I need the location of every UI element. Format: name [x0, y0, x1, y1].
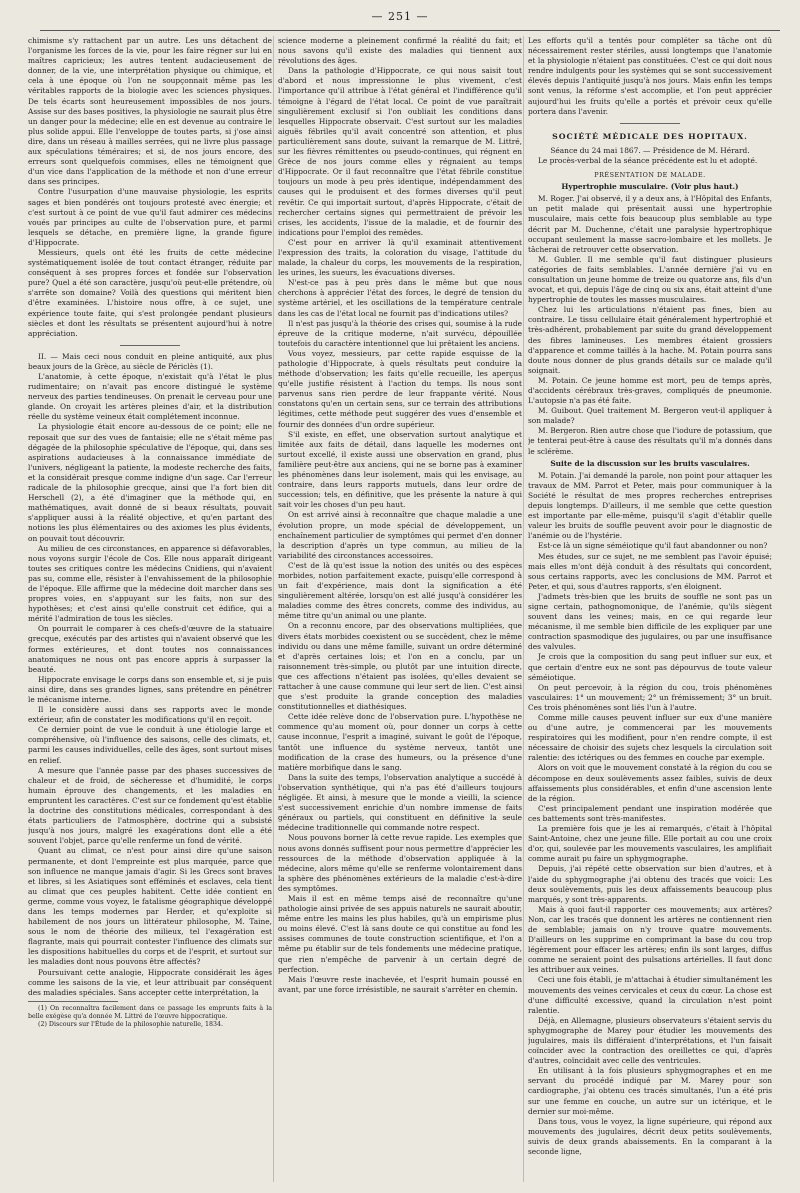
column-divider	[273, 36, 274, 1182]
paragraph: Ceci une fois établi, je m'attachai à étudier simultanément les mouvements des veines cervicales et ceux du cœur. La chose est d'une difficulté excessive, quand la circulation n'est point ralentie.	[528, 975, 772, 1015]
paragraph: Est-ce là un signe séméiotique qu'il faut abandonner ou non?	[538, 541, 768, 551]
paragraph: Contre l'usurpation d'une mauvaise physiologie, les esprits sages et bien pondérés ont toujours protesté avec énergie; et c'est surtout à ce point de vue qu'il faut admirer ces médecins voués par principes au culte de l'observation pure, et parmi lesquels se détache, en première ligne, la grande figure d'Hippocrate.	[28, 187, 272, 247]
paragraph: La physiologie était encore au-dessous de ce point; elle ne reposait que sur des vues de fantaisie; elle ne s'était même pas dégagée de la philosophie spéculative de l'époque, qui, dans ses aspirations audacieuses à la connaissance immédiate de l'univers, négligeant la patiente, la modeste recherche des faits, et la considérait presque comme indigne d'un sage. Car l'erreur radicale de la philosophie grecque, ainsi que l'a fort bien dit Herschell (2), a été d'imaginer que la méthode qui, en mathématiques, avait donné de si beaux résultats, pouvait s'appliquer aussi à la réalité objective, et qu'en partant des notions les plus élémentaires ou des axiomes les plus évidents, on pouvait tout découvrir.	[28, 422, 272, 543]
paragraph: M. Roger. J'ai observé, il y a deux ans, à l'Hôpital des Enfants, un petit malade qui présentait aussi une hypertrophie musculaire, mais cette fois beaucoup plus semblable au type décrit par M. Duchenne, c'était une paralysie hypertrophique occupant seulement la masse sacro-lombaire et les mollets. Je tâcherai de retrouver cette observation.	[528, 194, 772, 254]
paragraph: S'il existe, en effet, une observation surtout analytique et limitée aux faits de détail, dans laquelle les modernes ont surtout excellé, il existe aussi une observation en grand, plus familière peut-être aux anciens, qui ne se borne pas à examiner les phénomènes dans leur isolement, mais qui les envisage, au contraire, dans leurs rapports mutuels, dans leur ordre de succession; tels, en définitive, que les présente la nature à qui sait voir les choses d'un peu haut.	[278, 429, 522, 510]
paragraph: Poursuivant cette analogie, Hippocrate considérait les âges comme les saisons de la vie, et leur attribuait par conséquent des maladies spéciales. Sans accepter cette interprétation, la	[28, 967, 272, 997]
seance-line: Séance du 24 mai 1867. — Présidence de M. Hérard.	[550, 145, 750, 155]
paragraph: Dans tous, vous le voyez, la ligne supérieure, qui répond aux mouvements des jugulaires, décrit deux petits soulèvements, suivis de deux grands abaissements. En la comparant à la seconde ligne,	[528, 1116, 772, 1157]
paragraph: On a reconnu encore, par des observations multipliées, que divers états morbides coexistent ou se succèdent, chez le même individu ou dans une même famille, suivant un ordre déterminé et d'après certaines lois; et l'on en a conclu, par un raisonnement très-simple, ou plutôt par une intuition directe, que ces affections n'étaient pas isolées, qu'elles devaient se rattacher à une cause commune qui leur sert de lien. C'est ainsi que s'est produite la grande conception des maladies constitutionnelles et diathésiques.	[278, 621, 522, 712]
column-middle	[278, 36, 522, 1184]
paragraph: Messieurs, quels ont été les fruits de cette médecine systématiquement isolée de tout contact étranger, réduite par conséquent à ses propres forces et fondée sur l'observation pure? Quel a été son caractère, jusqu'où peut-elle prétendre, où s'arrête son domaine? Voilà des questions qui méritent bien d'être examinées. L'histoire nous offre, à ce sujet, une expérience toute faite, qui s'est prolongée pendant plusieurs siècles et dont les résultats se présentent aujourd'hui à notre appréciation.	[28, 247, 272, 338]
footnote-rule	[28, 1001, 118, 1002]
paragraph: Le procès-verbal de la séance précédente est lu et adopté.	[538, 155, 758, 165]
paragraph: Je crois que la composition du sang peut influer sur eux, et que certain d'entre eux ne sont pas dépourvus de toute valeur séméiotique.	[528, 652, 772, 682]
paragraph: C'est de là qu'est issue la notion des unités ou des espèces morbides, notion parfaitement exacte, puisqu'elle correspond à un fait d'expérience, mais dont la signification a été singulièrement altérée, lorsqu'on est allé jusqu'à considérer les maladies comme des êtres concrets, comme des individus, au même titre qu'un animal ou une plante.	[278, 560, 522, 621]
paragraph: Dans la pathologie d'Hippocrate, ce qui nous saisit tout d'abord et nous impressionne le plus vivement, c'est l'importance qu'il attribue à l'état général et l'indifférence qu'il témoigne à l'égard de l'état local. Ce point de vue paraîtrait singulièrement exclusif si l'on oubliait les conditions dans lesquelles Hippocrate observait. C'est surtout sur les maladies aiguës fébriles qu'il avait concentré son attention, et plus particulièrement sans doute, suivant la remarque de M. Littré, sur les fièvres rémittentes ou pseudo-continues, qui régnent en Grèce de nos jours comme elles y régnaient au temps d'Hippocrate. Or il faut reconnaître que l'état fébrile constitue toujours un mode à peu près identique, indépendamment des causes qui le produisent et des formes diverses qu'il peut revêtir. Ce qui importait surtout, d'après Hippocrate, c'était de rechercher certains signes qui permettraient de prévoir les crises, les accidents, l'issue de la maladie, et de fournir des indications pour l'emploi des remèdes.	[278, 66, 522, 237]
paragraph: M. Guibout. Quel traitement M. Bergeron veut-il appliquer à son malade?	[528, 406, 772, 426]
footnote: (1) On reconnaîtra facilement dans ce passage les emprunts faits à la belle exégèse qu'a donnée M. Littré de l'œuvre hippocratique.	[28, 1004, 272, 1021]
paragraph: science moderne a pleinement confirmé la réalité du fait; et nous savons qu'il existe des maladies qui tiennent aux révolutions des âges.	[278, 36, 522, 66]
paragraph: L'anatomie, à cette époque, n'existait qu'à l'état le plus rudimentaire; on n'avait pas encore distingué le système nerveux des parties tendineuses. On prenait le cerveau pour une glande. On croyait les artères pleines d'air, et la distribution réelle du système veineux était complétement inconnue.	[28, 372, 272, 422]
hypertrophy-heading: Hypertrophie musculaire. (Voir plus haut.)	[561, 182, 739, 192]
paragraph: Ce dernier point de vue le conduit à une étiologie large et compréhensive, où l'influence des saisons, celle des climats, et, parmi les causes individuelles, celle des âges, sont surtout mises en relief.	[28, 725, 272, 765]
section-rule	[620, 123, 680, 124]
section-heading-ii: II. — Mais ceci nous conduit en pleine antiquité, aux plus beaux jours de la Grèce, au siècle de Périclès (1).	[28, 351, 272, 371]
paragraph: Déjà, en Allemagne, plusieurs observateurs s'étaient servis du sphygmographe de Marey pour étudier les mouvements des jugulaires, mais ils différaient d'interprétations, et l'un faisait coïncider avec la contraction des oreillettes ce qui, d'après d'autres, coïncidait avec celle des ventricules.	[528, 1015, 772, 1066]
paragraph: Au milieu de ces circonstances, en apparence si défavorables, nous voyons surgir l'école de Cos. Elle nous apparaît dirigeant toutes ses critiques contre les médecins Cnidiens, qui n'avaient pas su, comme elle, résister à l'envahissement de la philosophie de l'époque. Elle affirme que la médecine doit marcher dans ses propres voies, en s'appuyant sur les faits, non sur des hypothèses; et c'est ainsi qu'elle construit cet édifice, qui a mérité l'admiration de tous les siècles.	[28, 543, 272, 624]
paragraph: C'est principalement pendant une inspiration modérée que ces battements sont très-manifestes.	[528, 803, 772, 823]
paragraph: Mais l'œuvre reste inachevée, et l'esprit humain poussé en avant, par une force irrésistible, ne saurait s'arrêter en chemin.	[278, 974, 522, 994]
paragraph: Il n'est pas jusqu'à la théorie des crises qui, soumise à la rude épreuve de la critique moderne, n'ait survécu, dépouillée toutefois du caractère intentionnel que lui prêtaient les anciens.	[278, 318, 522, 348]
paragraph: N'est-ce pas à peu près dans le même but que nous cherchons à apprécier l'état des forces, le degré de tension du système artériel, et les oscillations de la température centrale dans les cas de l'état local ne fournit pas d'indications utiles?	[278, 278, 522, 318]
paragraph: Alors on voit que le mouvement constaté à la région du cou se décompose en deux soulèvements assez faibles, suivis de deux affaissements plus considérables, et enfin d'une ascension lente de la région.	[528, 763, 772, 803]
footnote: (2) Discours sur l'Étude de la philosophie naturelle, 1834.	[38, 1021, 224, 1029]
paragraph: chimisme s'y rattachent par un autre. Les uns détachent de l'organisme les forces de la vie, pour les faire régner sur lui en maîtres capricieux; les autres tentent audacieusement de donner, de la vie, une interprétation physique ou chimique, et cela à une époque où l'on ne soupçonnait même pas les véritables rapports de la biologie avec les sciences physiques. De tels écarts sont heureusement impossibles de nos jours. Assise sur des bases positives, la physiologie ne saurait plus être un danger pour la médecine; elle en est devenue au contraire le plus solide appui. Elle l'enveloppe de toutes parts, si j'ose ainsi dire, dans un réseau à mailles serrées, qui ne livre plus passage aux spéculations téméraires; et si, de nos jours encore, des erreurs sont quelquefois commises, elles ne témoignent que d'un vice dans l'application de la méthode et non d'une erreur dans ses principes.	[28, 36, 272, 187]
paragraph: Mais il est en même temps aisé de reconnaître qu'une pathologie ainsi privée de ses appuis naturels ne saurait aboutir, même entre les mains les plus habiles, qu'à un empirisme plus ou moins élevé. C'est là sans doute ce qui constitue au fond les assises communes de toute construction scientifique, et l'on a même pu établir sur de tels fondements une médecine pratique, que rien n'empêche de parvenir à un certain degré de perfection.	[278, 893, 522, 974]
paragraph: Mais à quoi faut-il rapporter ces mouvements; aux artères? Non, car les tracés que donnent les artères ne contiennent rien de semblable; jamais on n'y trouve quatre mouvements. D'ailleurs on les supprime en comprimant la base du cou trop légèrement pour effacer les artères; enfin ils sont larges, diffus comme ne seraient point des pulsations artérielles. Il faut donc les attribuer aux veines.	[528, 904, 772, 975]
paragraph: On pourrait le comparer à ces chefs-d'œuvre de la statuaire grecque, exécutés par des artistes qui n'avaient observé que les formes extérieures, et dont toutes nos connaissances anatomiques ne nous ont pas encore appris à surpasser la beauté.	[28, 624, 272, 674]
paragraph: Hippocrate envisage le corps dans son ensemble et, si je puis ainsi dire, dans ses grandes lignes, sans prétendre en pénétrer le mécanisme interne.	[28, 674, 272, 704]
column-divider	[523, 36, 524, 1182]
society-title: SOCIÉTÉ MÉDICALE DES HOPITAUX.	[552, 131, 748, 141]
paragraph: Mes études, sur ce sujet, ne me semblent pas l'avoir épuisé; mais elles m'ont déjà conduit à des résultats qui concordent, sous certains rapports, avec les conclusions de MM. Parrot et Peter, et qui, sous d'autres rapports, s'en éloignent.	[528, 551, 772, 591]
paragraph: On peut percevoir, à la région du cou, trois phénomènes vasculaires: 1° un mouvement; 2° un frémissement; 3° un bruit. Ces trois phénomènes sont liés l'un à l'autre.	[528, 682, 772, 712]
paragraph: La première fois que je les ai remarqués, c'était à l'hôpital Saint-Antoine, chez une jeune fille. Elle portait au cou une croix d'or, qui, soulevée par les mouvements vasculaires, les amplifiait comme aurait pu faire un sphygmographe.	[528, 824, 772, 864]
section-rule	[120, 345, 180, 346]
discussion-heading: Suite de la discussion sur les bruits vasculaires.	[550, 458, 750, 468]
paragraph: C'est pour en arriver là qu'il examinait attentivement l'expression des traits, la coloration du visage, l'attitude du malade, la chaleur du corps, les mouvements de la respiration, les urines, les sueurs, les évacuations diverses.	[278, 237, 522, 278]
paragraph: On est arrivé ainsi à reconnaître que chaque maladie a une évolution propre, un mode spécial de développement, un enchaînement particulier de symptômes qui permet d'en donner la description d'après un type commun, au milieu de la variabilité des circonstances accessoires.	[278, 510, 522, 560]
column-left	[28, 36, 272, 1184]
paragraph: Il le considère aussi dans ses rapports avec le monde extérieur, afin de constater les modifications qu'il en reçoit.	[28, 705, 272, 725]
paragraph: Chez lui les articulations n'étaient pas fines, bien au contraire. Le tissu cellulaire était généralement hypertrophié et très-adhérent, probablement par suite du grand développement des fibres lamineuses. Les membres étaient grossiers d'apparence et comme taillés à la hache. M. Potain pourra sans doute nous donner de plus grands détails sur ce malade qu'il soignait.	[528, 305, 772, 375]
presentation-heading: PRÉSENTATION DE MALADE.	[594, 171, 706, 180]
column-right	[528, 36, 772, 1184]
paragraph: A mesure que l'année passe par des phases successives de chaleur et de froid, de sécheresse et d'humidité, le corps humain éprouve des changements, et les maladies en empruntent les caractères. C'est sur ce fondement qu'est établie la doctrine des constitutions médicales, correspondant à des états particuliers de l'atmosphère, doctrine qui a subsisté jusqu'à nos jours, malgré les exagérations dont elle a été souvent l'objet, parce qu'elle renferme un fond de vérité.	[28, 765, 272, 846]
paragraph: Dans la suite des temps, l'observation analytique a succédé à l'observation synthétique, qui n'a pas été d'ailleurs toujours négligée. Et ainsi, à mesure que le monde a vieilli, la science s'est successivement enrichie d'un nombre immense de faits généraux ou partiels, qui constituent en définitive la seule médecine traditionnelle qui commande notre respect.	[278, 772, 522, 833]
paragraph: Les efforts qu'il a tentés pour compléter sa tâche ont dû nécessairement rester stériles, aussi longtemps que l'anatomie et la physiologie n'étaient pas constituées. C'est ce qui doit nous rendre indulgents pour les systèmes qui se sont successivement élevés depuis l'antiquité jusqu'à nos jours. Mais enfin les temps sont venus, la réforme s'est accomplie, et l'on peut apprécier aujourd'hui les fruits qu'elle a portés et prévoir ceux qu'elle portera dans l'avenir.	[528, 36, 772, 116]
paragraph: M. Bergeron. Rien autre chose que l'iodure de potassium, que je tenterai peut-être à cause des résultats qu'il m'a donnés dans le sclérème.	[528, 426, 772, 456]
paragraph: Depuis, j'ai répété cette observation sur bien d'autres, et à l'aide du sphygmographe j'ai obtenu des tracés que voici: Les deux soulèvements, puis les deux affaissements beaucoup plus marqués, y sont très-apparents.	[528, 864, 772, 904]
paragraph: Vous voyez, messieurs, par cette rapide esquisse de la pathologie d'Hippocrate, à quels résultats peut conduire la méthode d'observation; les faits qu'elle recueille, les aperçus qu'elle justifie résistent à l'action du temps. Ils nous sont parvenus sans rien perdre de leur frappante vérité. Nous constatons qu'en un certain sens, sur ce terrain des attributions légitimes, cette méthode peut suggérer des vues d'ensemble et fournir des données d'un ordre supérieur.	[278, 348, 522, 429]
paragraph: M. Potain. Ce jeune homme est mort, peu de temps après, d'accidents cérébraux très-graves, compliqués de pneumonie. L'autopsie n'a pas été faite.	[528, 375, 772, 406]
paragraph: En utilisant à la fois plusieurs sphygmographes et en me servant du procédé indiqué par M. Marey pour son cardiographe, j'ai obtenu ces tracés simultanés, l'un a été pris sur une femme en couche, un autre sur un ictérique, et le dernier sur moi-même.	[528, 1066, 772, 1116]
paragraph: Nous pouvons borner là cette revue rapide. Les exemples que nous avons donnés suffisent pour nous permettre d'apprécier les ressources de la méthode d'observation appliquée à la médecine, alors même qu'elle se renferme volontairement dans la sphère des phénomènes extérieurs de la maladie c'est-à-dire des symptômes.	[278, 833, 522, 893]
header-rule	[40, 30, 780, 31]
paragraph: Comme mille causes peuvent influer sur eux d'une manière ou d'une autre, je commencerai par les mouvements respiratoires qui les modifient, pour n'en rendre compte, il est nécessaire de choisir des sujets chez lesquels la circulation soit ralentie: des ictériques ou des femmes en couche par exemple.	[528, 713, 772, 763]
paragraph: Quant au climat, ce n'est pour ainsi dire qu'une saison permanente, et dont l'empreinte est plus marquée, parce que son influence ne manque jamais d'agir. Si les Grecs sont braves et libres, si les Asiatiques sont efféminés et esclaves, cela tient au climat que ces peuples habitent. Cette idée contient en germe, comme vous voyez, le fatalisme géographique développé dans les temps modernes par Herder, et qu'exploite si habilement de nos jours un littérateur philosophe, M. Taine, sous le nom de théorie des milieux, tel l'exagération est flagrante, mais qui pourrait contester l'influence des climats sur les dispositions habituelles du corps et de l'esprit, et surtout sur les maladies dont nous pouvons être affectés?	[28, 846, 272, 967]
page-number: — 251 —	[371, 10, 429, 23]
paragraph: M. Potain. J'ai demandé la parole, non point pour attaquer les travaux de MM. Parrot et Peter, mais pour communiquer à la Société le résultat de mes propres recherches entreprises depuis longtemps. D'ailleurs, il me semble que cette question est importante par elle-même, puisqu'il s'agit d'établir quelle valeur les bruits de souffle peuvent avoir pour le diagnostic de l'anémie ou de l'hystérie.	[528, 470, 772, 541]
paragraph: J'admets très-bien que les bruits de souffle ne sont pas un signe certain, pathognomonique, de l'anémie, qu'ils siègent souvent dans les veines; mais, en ce qui regarde leur mécanisme, il me semble bien difficile de les expliquer par une contraction spasmodique des jugulaires, ou par une insuffisance des valvules.	[528, 591, 772, 652]
paragraph: M. Gubler. Il me semble qu'il faut distinguer plusieurs catégories de faits semblables. L'année dernière j'ai vu en consultation un jeune homme de treize ou quatorze ans, fils d'un avocat, et qui, depuis l'âge de cinq ou six ans, était atteint d'une hypertrophie de toutes les masses musculaires.	[528, 254, 772, 305]
paragraph: Cette idée relève donc de l'observation pure. L'hypothèse ne commence qu'au moment où, pour donner un corps à cette cause inconnue, l'esprit a imaginé, suivant le goût de l'époque, tantôt une influence du système nerveux, tantôt une modification de la crase des humeurs, ou la présence d'une matière morbifique dans le sang.	[278, 712, 522, 772]
